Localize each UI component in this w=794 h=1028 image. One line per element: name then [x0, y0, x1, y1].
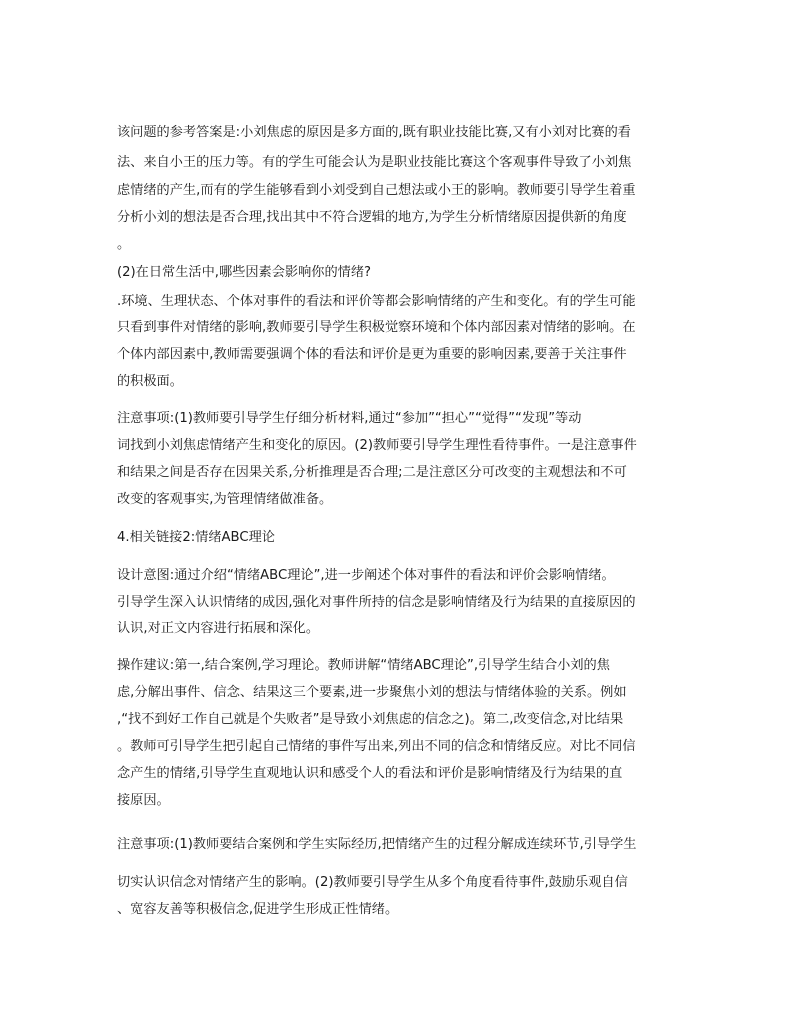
paragraph-6-line-3: 认识,对正文内容进行拓展和深化。	[117, 621, 320, 636]
paragraph-7-line-5: 念产生的情绪,引导学生直观地认识和感受个人的看法和评价是影响情绪及行为结果的直	[117, 766, 623, 781]
paragraph-6-line-1: 设计意图:通过介绍“情绪ABC理论”,进一步阐述个体对事件的看法和评价会影响情绪。	[117, 568, 615, 583]
paragraph-3-line-4: 的积极面。	[117, 374, 183, 389]
paragraph-6-line-2: 引导学生深入认识情绪的成因,强化对事件所持的信念是影响情绪及行为结果的直接原因的	[117, 595, 636, 610]
paragraph-3-line-1: .环境、生理状态、个体对事件的看法和评价等都会影响情绪的产生和变化。有的学生可能	[117, 294, 636, 309]
paragraph-8-line-3: 、宽容友善等积极信念,促进学生形成正性情绪。	[117, 902, 399, 917]
paragraph-8-line-2: 切实认识信念对情绪产生的影响。(2)教师要引导学生从多个角度看待事件,鼓励乐观自信	[117, 875, 628, 890]
paragraph-1-line-5: 。	[117, 237, 131, 252]
paragraph-3-line-2: 只看到事件对情绪的影响,教师要引导学生积极觉察环境和个体内部因素对情绪的影响。在	[117, 320, 636, 335]
paragraph-1-line-1: 该问题的参考答案是:小刘焦虑的原因是多方面的,既有职业技能比赛,又有小刘对比赛的看	[117, 125, 631, 140]
paragraph-4-line-2: 词找到小刘焦虑情绪产生和变化的原因。(2)教师要引导学生理性看待事件。一是注意事件	[117, 438, 637, 453]
paragraph-3-line-3: 个体内部因素中,教师需要强调个体的看法和评价是更为重要的影响因素,要善于关注事件	[117, 347, 627, 362]
paragraph-8-line-1: 注意事项:(1)教师要结合案例和学生实际经历,把情绪产生的过程分解成连续环节,引导学生	[117, 837, 637, 852]
paragraph-2-line-1: (2)在日常生活中,哪些因素会影响你的情绪?	[117, 265, 372, 280]
section-heading: 4.相关链接2:情绪ABC理论	[117, 530, 275, 545]
paragraph-4-line-3: 和结果之间是否存在因果关系,分析推理是否合理;二是注意区分可改变的主观想法和不可	[117, 465, 627, 480]
paragraph-4-line-1: 注意事项:(1)教师要引导学生仔细分析材料,通过“参加”“担心”“觉得”“发现”等动	[117, 411, 582, 426]
paragraph-7-line-6: 接原因。	[117, 793, 170, 808]
paragraph-7-line-4: 。教师可引导学生把引起自己情绪的事件写出来,列出不同的信念和情绪反应。对比不同信	[117, 739, 636, 754]
paragraph-7-line-1: 操作建议:第一,结合案例,学习理论。教师讲解“情绪ABC理论”,引导学生结合小刘的焦	[117, 658, 610, 673]
paragraph-7-line-2: 虑,分解出事件、信念、结果这三个要素,进一步聚焦小刘的想法与情绪体验的关系。例如	[117, 685, 627, 700]
paragraph-1-line-4: 分析小刘的想法是否合理,找出其中不符合逻辑的地方,为学生分析情绪原因提供新的角度	[117, 210, 627, 225]
paragraph-7-line-3: ,“找不到好工作自己就是个失败者”是导致小刘焦虑的信念之)。第二,改变信念,对比结果	[117, 712, 624, 727]
paragraph-1-line-3: 虑情绪的产生,而有的学生能够看到小刘受到自己想法或小王的影响。教师要引导学生着重	[117, 183, 636, 198]
paragraph-4-line-4: 改变的客观事实,为管理情绪做准备。	[117, 492, 333, 507]
paragraph-1-line-2: 法、来自小王的压力等。有的学生可能会认为是职业技能比赛这个客观事件导致了小刘焦	[117, 155, 632, 170]
